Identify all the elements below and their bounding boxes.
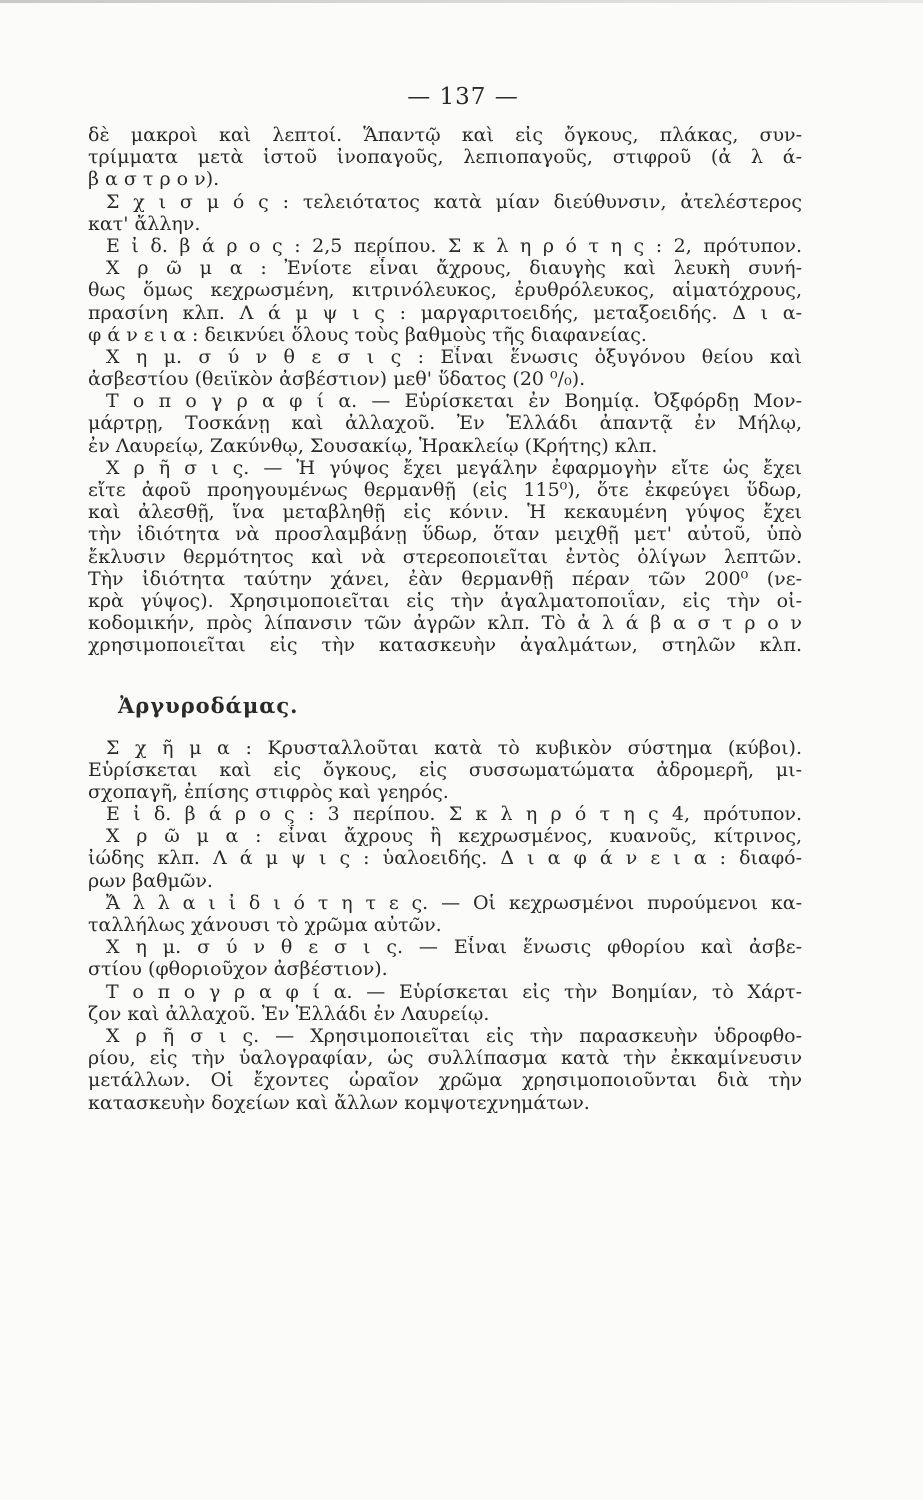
text-line: κρὰ γύψος). Χρησιμοποιεῖται εἰς τὴν ἀγαλματοποιΐαν, εἰς τὴν οἰ- — [88, 589, 802, 612]
text-line: ἀσβεστίου (θειϊκὸν ἀσβέστιον) μεθ' ὕδατος (20 ⁰/₀). — [88, 368, 586, 391]
text-line: μάρτρῃ, Τοσκάνῃ καὶ ἀλλαχοῦ. Ἐν Ἑλλάδι ἀπαντᾷ ἐν Μήλῳ, — [88, 412, 802, 435]
text-line: κατασκευὴν δοχείων καὶ ἄλλων κομψοτεχνημάτων. — [88, 1091, 590, 1114]
text-line: Χ ρ ῆ σ ι ς. — Ἡ γύψος ἔχει μεγάλην ἐφαρμογὴν εἴτε ὡς ἔχει — [106, 456, 802, 479]
text-line: φ ά ν ε ι α : δεικνύει ὅλους τοὺς βαθμοὺς τῆς διαφανείας. — [88, 323, 647, 346]
text-line: ρων βαθμῶν. — [88, 869, 213, 892]
text-line: Σ χ ι σ μ ό ς : τελειότατος κατὰ μίαν διεύθυνσιν, ἀτελέστερος — [106, 190, 802, 213]
text-line: τρίμματα μετὰ ἱστοῦ ἰνοπαγοῦς, λεπιοπαγοῦς, στιφροῦ (ἀ λ ά- — [88, 146, 802, 169]
text-line: καὶ ἀλεσθῇ, ἵνα μεταβληθῇ εἰς κόνιν. Ἡ κεκαυμένη γύψος ἔχει — [88, 501, 802, 524]
text-line: τὴν ἰδιότητα νὰ προσλαμβάνῃ ὕδωρ, ὅταν μειχθῇ μετ' αὐτοῦ, ὑπὸ — [88, 523, 802, 546]
text-line: Χ ρ ῶ μ α : εἶναι ἄχρους ἢ κεχρωσμένος, κυανοῦς, κίτρινος, — [106, 825, 802, 848]
text-line: β α σ τ ρ ο ν). — [88, 168, 220, 191]
text-line: δὲ μακροὶ καὶ λεπτοί. Ἅπαντῷ καὶ εἰς ὄγκους, πλάκας, συν- — [88, 124, 802, 146]
text-line: ζον καὶ ἀλλαχοῦ. Ἐν Ἑλλάδι ἐν Λαυρείῳ. — [88, 1002, 490, 1025]
section-gypsum — [88, 124, 802, 657]
text-line: Ἄ λ λ α ι ἰ δ ι ό τ η τ ε ς. — Οἱ κεχρωσμένοι πυρούμενοι κα- — [106, 891, 802, 914]
text-line: Ε ἰ δ. β ά ρ ο ς : 3 περίπου. Σ κ λ η ρ ό τ η ς 4, πρότυπον. — [106, 803, 802, 826]
text-line: θως ὅμως κεχρωσμένη, κιτρινόλευκος, ἐρυθρόλευκος, αἱματόχρους, — [88, 279, 802, 302]
text-line: Χ ρ ῆ σ ι ς. — Χρησιμοποιεῖται εἰς τὴν παρασκευὴν ὑδροφθο- — [106, 1024, 802, 1047]
text-line: ταλλήλως χάνουσι τὸ χρῶμα αὐτῶν. — [88, 914, 442, 936]
text-line: ἔκλυσιν θερμότητος καὶ νὰ στερεοποιεῖται ἐντὸς ὀλίγων λεπτῶν. — [88, 545, 802, 568]
text-line: Εὑρίσκεται καὶ εἰς ὄγκους, εἰς συσσωματώματα ἀδρομερῆ, μι- — [88, 758, 802, 781]
text-line: Χ η μ. σ ύ ν θ ε σ ι ς : Εἶναι ἕνωσις ὀξυγόνου θείου καὶ — [106, 345, 802, 368]
text-line: μετάλλων. Οἱ ἔχοντες ὡραῖον χρῶμα χρησιμοποιοῦνται διὰ τὴν — [88, 1069, 802, 1092]
section-fluorite — [88, 737, 802, 1114]
text-line: κατ' ἄλλην. — [88, 212, 201, 235]
text-line: κοδομικήν, πρὸς λίπανσιν τῶν ἀγρῶν κλπ. Τὸ ἀ λ ά β α σ τ ρ ο ν — [88, 612, 802, 635]
text-line: Τ ο π ο γ ρ α φ ί α. — Εὑρίσκεται εἰς τὴν Βοημίαν, τὸ Χάρτ- — [106, 980, 802, 1003]
text-line: πρασίνη κλπ. Λ ά μ ψ ι ς : μαργαριτοειδής, μεταξοειδής. Δ ι α- — [88, 301, 802, 324]
text-line: εἴτε ἀφοῦ προηγουμένως θερμανθῇ (εἰς 115⁰), ὅτε ἐκφεύγει ὕδωρ, — [88, 479, 802, 501]
text-line: Τὴν ἰδιότητα ταύτην χάνει, ἐὰν θερμανθῇ πέραν τῶν 200⁰ (νε- — [88, 567, 802, 590]
text-line: χρησιμοποιεῖται εἰς τὴν κατασκευὴν ἀγαλμάτων, στηλῶν κλπ. — [88, 634, 802, 657]
text-line: σχοπαγῆ, ἐπίσης στιφρὸς καὶ γεηρός. — [88, 780, 449, 803]
text-line: Χ η μ. σ ύ ν θ ε σ ι ς. — Εἶναι ἕνωσις φθορίου καὶ ἀσβε- — [106, 936, 802, 959]
page-top-edge — [0, 0, 923, 3]
page-number: — 137 — — [407, 84, 519, 110]
text-line: ρίου, εἰς τὴν ὑαλογραφίαν, ὡς συλλίπασμα κατὰ τὴν ἐκκαμίνευσιν — [88, 1047, 802, 1070]
text-line: Χ ρ ῶ μ α : Ἐνίοτε εἶναι ἄχρους, διαυγὴς καὶ λευκὴ συνή- — [106, 257, 802, 280]
book-page — [88, 84, 802, 1114]
text-line: Ε ἰ δ. β ά ρ ο ς : 2,5 περίπου. Σ κ λ η ρ ό τ η ς : 2, πρότυπον. — [106, 234, 802, 257]
section-heading: Ἀργυροδάμας. — [118, 692, 299, 718]
text-line: Τ ο π ο γ ρ α φ ί α. — Εὑρίσκεται ἐν Βοημίᾳ. Ὀξφόρδῃ Μον- — [106, 390, 802, 413]
text-line: ἰώδης κλπ. Λ ά μ ψ ι ς : ὑαλοειδής. Δ ι α φ ά ν ε ι α : διαφό- — [88, 847, 802, 870]
text-line: στίου (φθοριοῦχον ἀσβέστιον). — [88, 958, 388, 981]
text-line: ἐν Λαυρείῳ, Ζακύνθῳ, Σουσακίῳ, Ἡρακλείῳ (Κρήτης) κλπ. — [88, 434, 658, 457]
text-line: Σ χ ῆ μ α : Κρυσταλλοῦται κατὰ τὸ κυβικὸν σύστημα (κύβοι). — [106, 736, 802, 759]
